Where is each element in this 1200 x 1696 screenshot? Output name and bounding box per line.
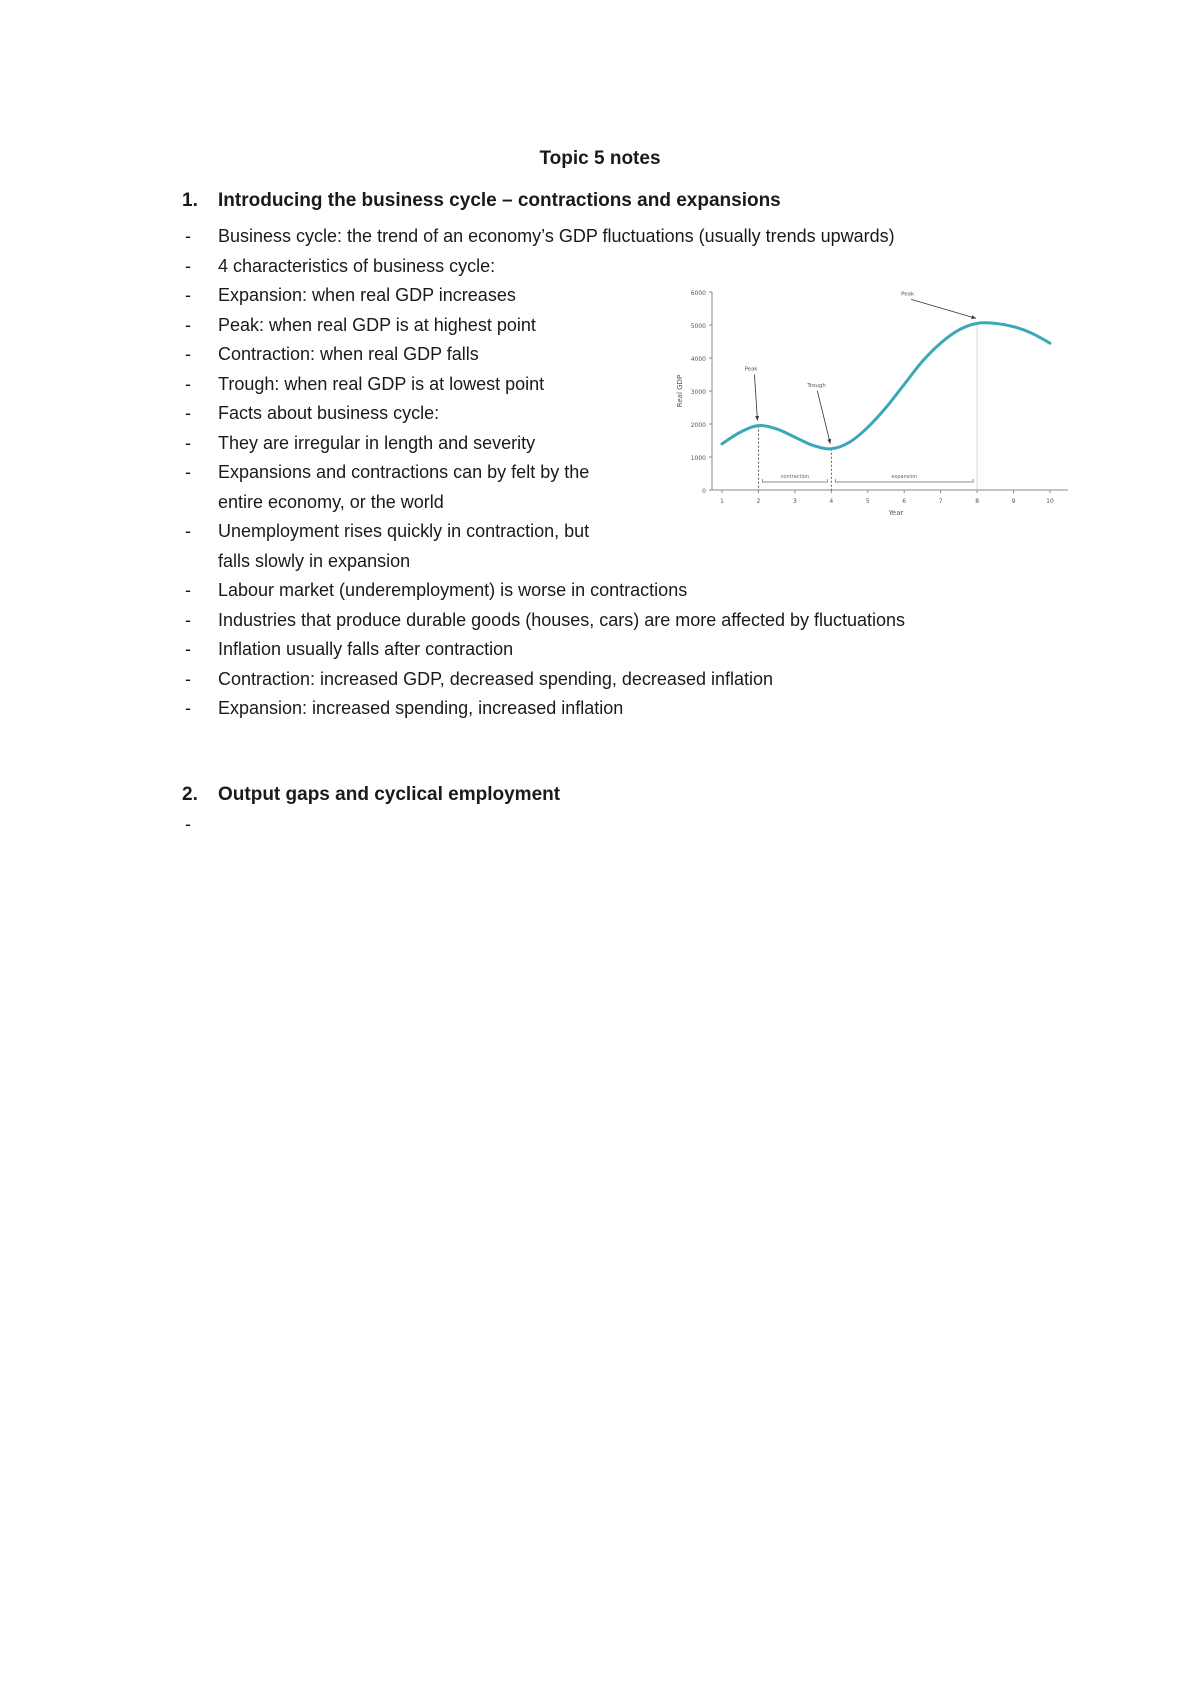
series-line	[722, 323, 1050, 449]
bullet-text: Contraction: when real GDP falls	[218, 344, 479, 364]
bullet-item	[182, 665, 905, 695]
bullet-marker: -	[185, 403, 191, 423]
bullet-text: Peak: when real GDP is at highest point	[218, 314, 536, 335]
bullet-marker: -	[185, 698, 191, 718]
bullet-marker: -	[185, 373, 191, 394]
bullet-marker: -	[185, 580, 191, 600]
chart-svg	[660, 280, 1070, 530]
x-tick-label: 6	[902, 498, 907, 505]
y-tick-label: 4000	[690, 356, 706, 363]
annotation-label: Peak	[901, 291, 915, 298]
bullet-item	[182, 606, 905, 636]
bullet-text: Labour market (underemployment) is worse in contractions	[218, 580, 688, 600]
y-tick-label: 3000	[690, 389, 706, 396]
bullet-text: Industries that produce durable goods (houses, cars) are more affected by fluctuations	[218, 609, 906, 630]
empty-bullet: -	[185, 814, 191, 834]
bullet-marker: -	[185, 255, 191, 276]
y-tick-label: 1000	[690, 455, 706, 462]
x-tick-label: 5	[865, 498, 870, 505]
bullet-marker: -	[185, 344, 191, 364]
bullet-item	[182, 222, 905, 252]
bullet-text: Inflation usually falls after contraction	[218, 639, 514, 659]
bullet-marker: -	[185, 226, 191, 246]
bullet-text: Expansions and contractions can by felt by the	[218, 462, 590, 482]
x-tick-label: 9	[1011, 498, 1016, 505]
bullet-text: Business cycle: the trend of an economy’s GDP fluctuations (usually trends upwards)	[218, 226, 895, 246]
bullet-text: Expansion: increased spending, increased inflation	[218, 698, 624, 718]
bullet-text: Unemployment rises quickly in contraction, but	[218, 521, 590, 541]
section-heading-text: Output gaps and cyclical employment	[218, 784, 561, 805]
bullet-text: Facts about business cycle:	[218, 403, 440, 423]
annotation-label: Peak	[744, 366, 758, 373]
bracket-label: contraction	[780, 474, 810, 480]
x-tick-label: 10	[1046, 498, 1054, 505]
x-tick-label: 2	[756, 498, 761, 505]
business-cycle-chart	[660, 280, 1070, 530]
x-tick-label: 8	[975, 498, 980, 505]
section-heading-text: Introducing the business cycle – contractions and expansions	[218, 190, 781, 211]
bullet-item	[182, 694, 905, 724]
bullet-item	[182, 252, 905, 282]
y-tick-label: 2000	[690, 422, 706, 429]
y-axis-label: Real GDP	[676, 374, 684, 408]
bullet-text: Expansion: when real GDP increases	[218, 285, 516, 305]
annotation-arrow	[817, 391, 830, 444]
bullet-text: They are irregular in length and severity	[218, 432, 536, 453]
x-axis-label: Year	[888, 509, 904, 517]
arrowhead	[755, 416, 759, 421]
bullet-text: falls slowly in expansion	[218, 550, 411, 571]
page-title: Topic 5 notes	[539, 148, 661, 169]
y-tick-label: 6000	[690, 290, 706, 297]
x-tick-label: 1	[720, 498, 724, 505]
arrowhead	[971, 315, 976, 319]
section-number: 1.	[182, 190, 198, 211]
y-tick-label: 0	[702, 488, 706, 495]
section-heading-2	[182, 784, 560, 806]
bullet-marker: -	[185, 285, 191, 305]
bullet-marker: -	[185, 668, 191, 689]
bullet-text: 4 characteristics of business cycle:	[218, 255, 496, 276]
bullet-text: entire economy, or the world	[218, 491, 444, 512]
x-tick-label: 7	[938, 498, 943, 505]
annotation-label: Trough	[807, 382, 826, 389]
bracket-label: expansion	[891, 474, 918, 480]
bullet-marker: -	[185, 462, 191, 482]
bullet-item	[182, 576, 905, 606]
bullet-marker: -	[185, 314, 191, 335]
bullet-marker: -	[185, 639, 191, 659]
bullet-text: Trough: when real GDP is at lowest point	[218, 373, 545, 394]
bullet-marker: -	[185, 432, 191, 453]
annotation-arrow	[911, 299, 976, 318]
bullet-item	[182, 635, 905, 665]
section-heading-1	[182, 190, 781, 212]
y-tick-label: 5000	[690, 323, 706, 330]
section-number: 2.	[182, 784, 198, 805]
annotation-arrow	[754, 375, 757, 421]
bullet-marker: -	[185, 521, 191, 541]
bullet-marker: -	[185, 609, 191, 630]
x-tick-label: 4	[829, 498, 834, 505]
bullet-text: Contraction: increased GDP, decreased spending, decreased inflation	[218, 668, 774, 689]
x-tick-label: 3	[792, 498, 797, 505]
